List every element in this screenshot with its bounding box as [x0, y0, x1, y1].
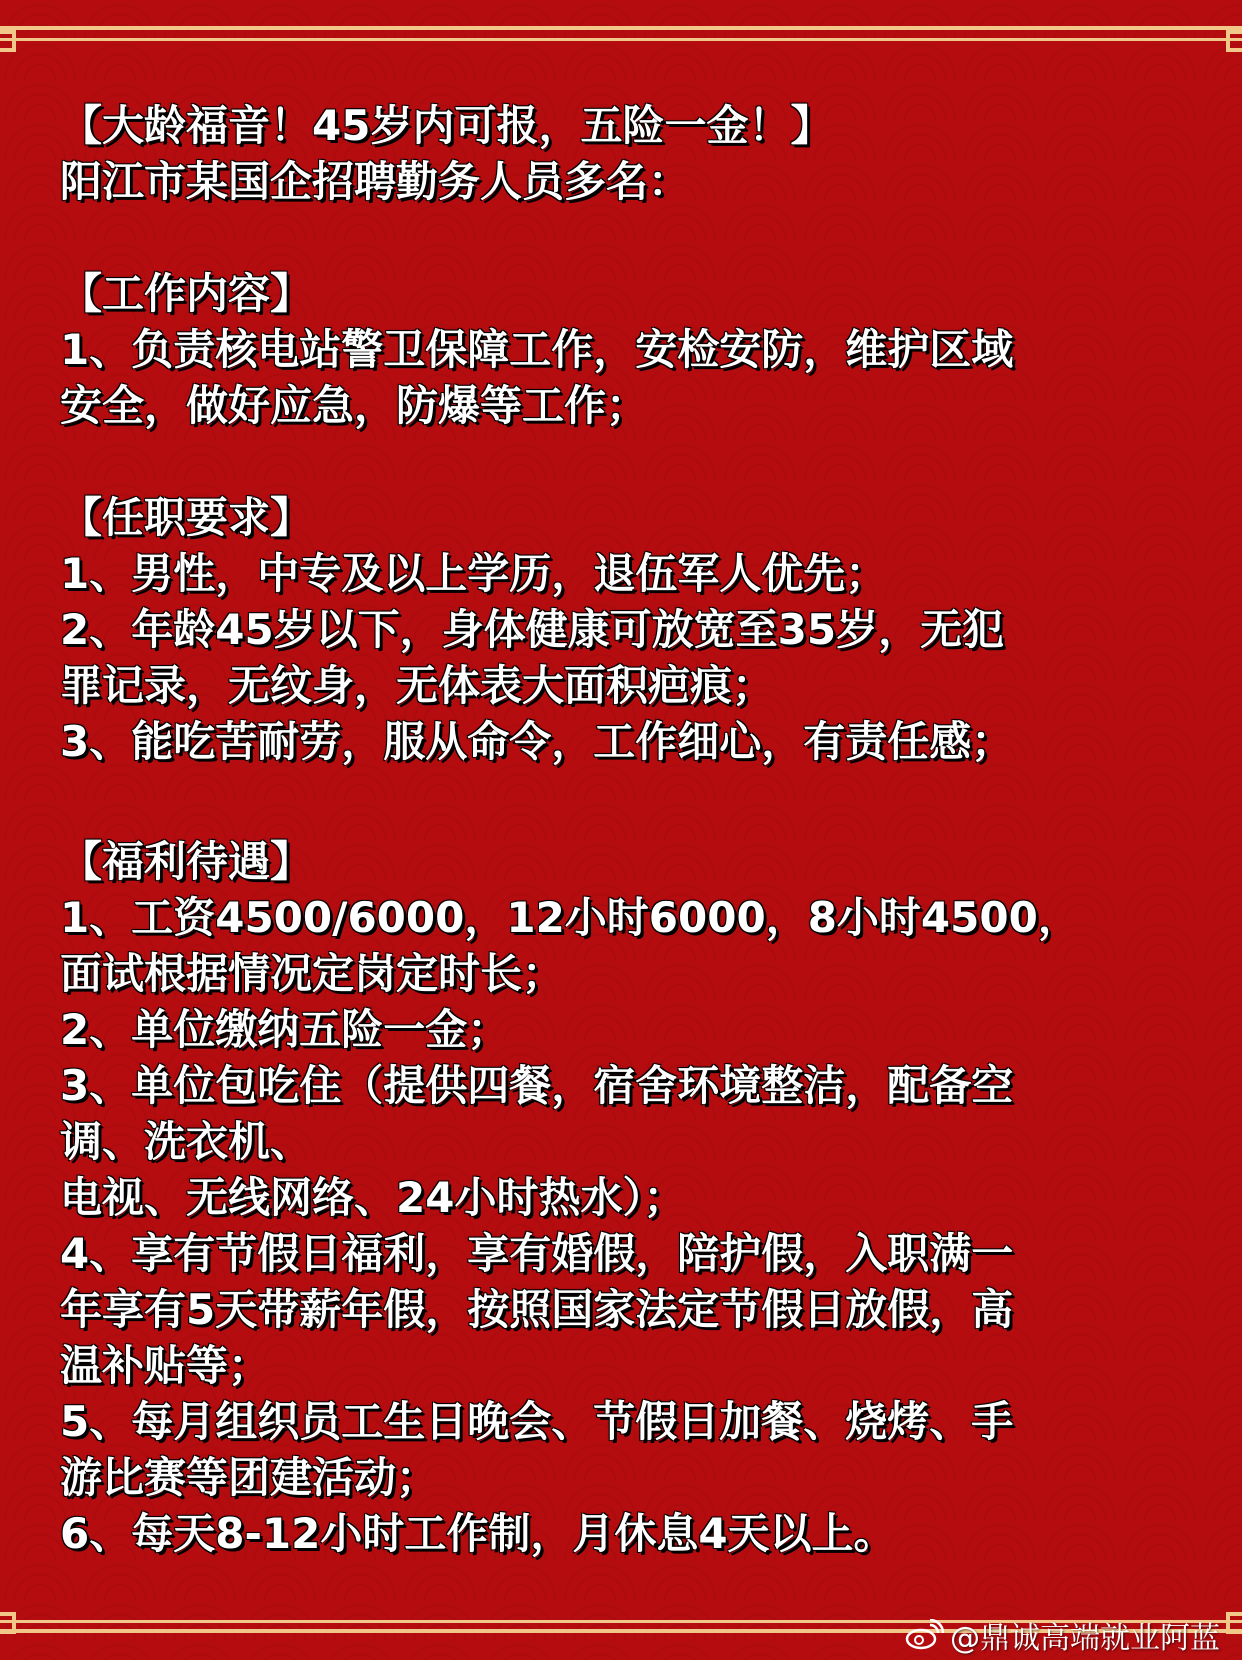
section-line: 3、能吃苦耐劳，服从命令，工作细心，有责任感；	[60, 717, 1014, 766]
job-posting-body	[60, 98, 1190, 1562]
section-line: 调、洗衣机、	[60, 1117, 313, 1166]
corner-ornament-top-left	[0, 30, 16, 52]
spacer	[60, 434, 1190, 490]
spacer	[60, 770, 1190, 834]
frame-top-line	[0, 26, 1242, 30]
corner-ornament-bottom-left	[0, 1612, 16, 1634]
section-line: 1、负责核电站警卫保障工作，安检安防，维护区域	[60, 325, 1014, 374]
section-heading: 【任职要求】	[60, 493, 313, 542]
section-line: 6、每天8-12小时工作制，月休息4天以上。	[60, 1509, 896, 1558]
section-line: 安全，做好应急，防爆等工作；	[60, 381, 649, 430]
section-heading: 【福利待遇】	[60, 837, 313, 886]
section-line: 1、男性，中专及以上学历，退伍军人优先；	[60, 549, 888, 598]
subheadline: 阳江市某国企招聘勤务人员多名：	[60, 157, 691, 206]
section-line: 3、单位包吃住（提供四餐，宿舍环境整洁，配备空	[60, 1061, 1014, 1110]
section-line: 游比赛等团建活动；	[60, 1453, 439, 1502]
watermark-text: @鼎诚高端就业阿蓝	[950, 1621, 1220, 1656]
section-line: 温补贴等；	[60, 1341, 271, 1390]
section-line: 电视、无线网络、24小时热水）；	[60, 1173, 686, 1222]
section-line: 2、年龄45岁以下，身体健康可放宽至35岁，无犯	[60, 605, 1005, 654]
headline: 【大龄福音！45岁内可报，五险一金！】	[60, 101, 833, 150]
section-requirements	[60, 490, 1190, 770]
section-line: 4、享有节假日福利，享有婚假，陪护假，入职满一	[60, 1229, 1014, 1278]
section-line: 罪记录，无纹身，无体表大面积疤痕；	[60, 661, 775, 710]
section-line: 年享有5天带薪年假，按照国家法定节假日放假，高	[60, 1285, 1014, 1334]
section-line: 2、单位缴纳五险一金；	[60, 1005, 510, 1054]
frame-top-line-inner	[0, 38, 1242, 41]
watermark	[904, 1613, 1220, 1657]
section-line: 5、每月组织员工生日晚会、节假日加餐、烧烤、手	[60, 1397, 1014, 1446]
spacer	[60, 210, 1190, 266]
weibo-icon	[904, 1619, 944, 1651]
section-work-content	[60, 266, 1190, 434]
section-line: 1、工资4500/6000，12小时6000，8小时4500，	[60, 893, 1080, 942]
corner-ornament-top-right	[1226, 30, 1242, 52]
section-benefits	[60, 834, 1190, 1562]
section-heading: 【工作内容】	[60, 269, 313, 318]
section-line: 面试根据情况定岗定时长；	[60, 949, 565, 998]
corner-ornament-bottom-right	[1226, 1612, 1242, 1634]
